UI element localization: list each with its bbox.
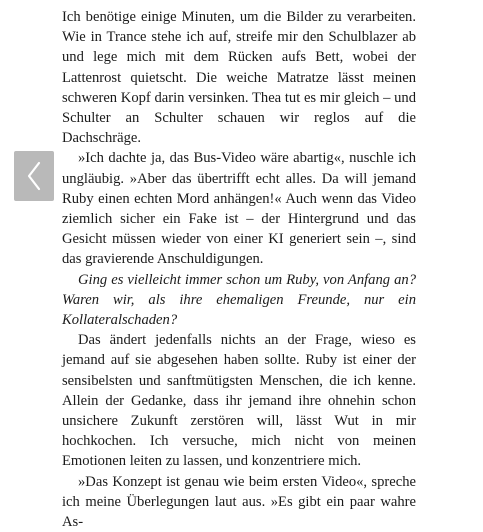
paragraph-4: Das ändert jedenfalls nichts an der Frage, wieso es jemand auf sie abgesehen haben sollte. Ruby ist einer der sensibelsten und sanftmütigsten Menschen, die ich kenne. Allein der Gedanke, dass ihr jemand ihre ohnehin schon unsichere Zukunft zerstören will, lässt Wut in mir hochkochen. Ich versuche, mich nicht von meinen Emotionen leiten zu lassen, und konzentriere mich. [62,332,416,470]
previous-page-button[interactable] [14,151,54,201]
paragraph-5: »Das Konzept ist genau wie beim ersten Video«, spreche ich meine Überlegungen laut aus. »Es gibt ein paar wahre As- [62,473,416,531]
chevron-left-icon [26,161,42,191]
paragraph-3-italic: Ging es vielleicht immer schon um Ruby, von Anfang an? Waren wir, als ihre ehemaligen Freunde, nur ein Kollateralschaden? [62,271,416,329]
page-text [62,7,416,532]
paragraph-1: Ich benötige einige Minuten, um die Bilder zu verarbeiten. Wie in Trance stehe ich auf, streife mir den Schulblazer ab und lege mich mit dem Rücken aufs Bett, wobei der Lattenrost quietscht. Die weiche Matratze lässt meinen schweren Kopf darin versinken. Thea tut es mir gleich – und Schulter an Schulter schauen wir reglos auf die Dachschräge. [62,9,416,147]
paragraph-2: »Ich dachte ja, das Bus-Video wäre abartig«, nuschle ich ungläubig. »Aber das übertrifft echt alles. Da will jemand Ruby einen echten Mord anhängen!« Auch wenn das Video ziemlich sicher ein Fake ist – der Hintergrund und das Gesicht müssen wieder von einer KI generiert sein –, sind das gravierende Anschuldigungen. [62,150,416,268]
